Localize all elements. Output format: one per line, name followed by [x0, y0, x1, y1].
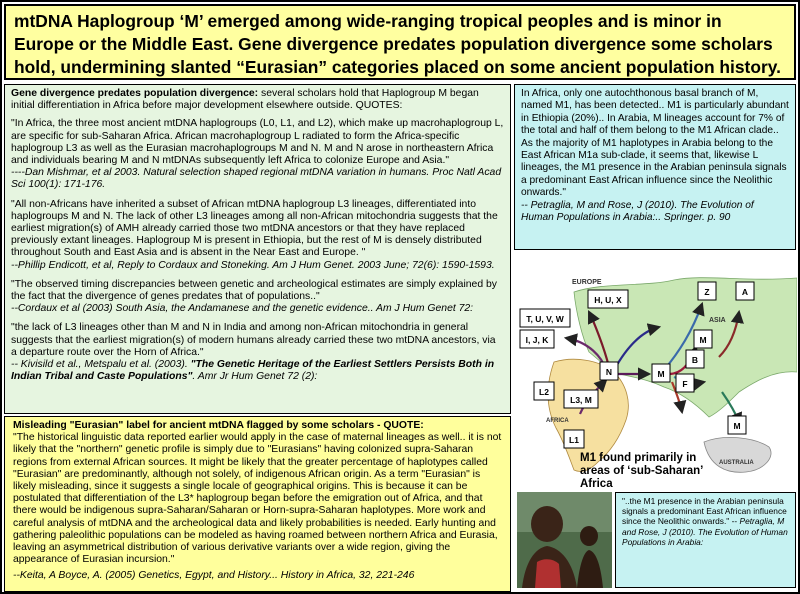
poster-title: mtDNA Haplogroup ‘M’ emerged among wide-ranging tropical peoples and is minor in Europe or the Middle East. Gene divergence predates population divergence some scholars hold, undermining slanted “Eurasian” categories placed on some ancient population history. — [4, 4, 796, 80]
svg-text:L2: L2 — [539, 387, 549, 397]
svg-text:I, J, K: I, J, K — [525, 335, 549, 345]
svg-text:M: M — [657, 369, 665, 379]
cite-mishmar: ----Dan Mishmar, et al 2003. Natural selection shaped regional mtDNA variation in humans. Proc Natl Acad Sci 100(1): 171-176. — [11, 167, 502, 191]
region-europe: EUROPE — [572, 279, 602, 286]
svg-text:Z: Z — [704, 287, 710, 297]
svg-text:M: M — [699, 335, 707, 345]
svg-text:B: B — [691, 355, 699, 365]
svg-text:M: M — [733, 421, 741, 431]
quote-petraglia: In Africa, only one autochthonous basal branch of M, named M1, has been detected.. M1 is particularly abundant in Ethiopia (20%).. In Arabia, M lineages account for 7% of the total and half of them belong to the M1 African clade.. As the majority of M1 haplotypes in Arabia belong to the East African M1a sub-clade, it seems that, likewise L lineages, the M1 presence in the Arabian peninsula signals a predominant East African influence since the Neolithic onwards." — [521, 88, 789, 199]
svg-text:L1: L1 — [569, 435, 579, 445]
region-asia: ASIA — [709, 317, 726, 324]
cite-petraglia: -- Petraglia, M and Rose, J (2010). The Evolution of Human Populations in Arabia:.. Springer. p. 90 — [521, 199, 754, 224]
svg-text:F: F — [682, 379, 688, 389]
gene-divergence-panel — [4, 84, 511, 414]
svg-text:L3, M: L3, M — [570, 395, 592, 405]
quote-mishmar: "In Africa, the three most ancient mtDNA haplogroups (L0, L1, and L2), which make up macrohaplogroup L, are specific for sub-Saharan Africa. African macrohaplogroup L radiated to form the Africa-specific haplogroup L3 as well as the Eurasian macrohaplogroups M and N. M and N arose in northeastern Africa and individuals bearing M and N mtDNAs subsequently left Africa to colonize Europe and Asia." — [11, 118, 504, 167]
cite-keita: --Keita, A Boyce, A. (2005) Genetics, Egypt, and History... History in Africa, 32, 221-246 — [13, 570, 415, 582]
svg-text:H, U, X: H, U, X — [594, 295, 622, 305]
quote-cordaux: "The observed timing discrepancies between genetic and archeological estimates are simply explained by the fact that the divergence of genes predates that of populations.." — [11, 278, 497, 303]
quote-endicott: "All non-Africans have inherited a subset of African mtDNA haplogroup L3 lineages, differentiated into haplogroups M and N. The lack of other L3 lineages among all non-African mitochondria suggests that the earliest migration(s) of AMH already carried those two mtDNA ancestors or that they have replaced previously extant lineages. Haplogroup M is present in Ethiopia, but the rest of M is densely distributed throughout South and East Asia and is absent in the Near East and Europe. " — [11, 198, 498, 259]
african-children-photo — [517, 492, 612, 588]
cite-arabia: Petraglia, M and Rose, J (2010). The Evolution of Human Populations in Arabia: — [622, 516, 788, 547]
quote-arabia: "..the M1 presence in the Arabian peninsula signals a predominant East African influence since the Neolithic onwards." -- — [622, 496, 787, 527]
quote-keita: "The historical linguistic data reported earlier would apply in the case of maternal lineages as well.. it is not likely that the "northern" genetic profile is simply due to "Eurasians" having colonized supra-Saharan regions from external African sources. It might be likely that the greater percentage of haplotypes called "Eurasian" are predominantly, although not solely, of indigenous African origin. As a term "Eurasian" is likely misleading, since it suggests a single locale of geographical origins. This is because it can be postulated that differentiation of the L3* haplogroup began before the emigration out of Africa, and that there would be indigenous supra-Saharan/Saharan or Horn-supra-Saharan haplotypes. More work and careful analysis of mtDNA and the archeological data and likely probabilities is needed. Early hunting and gathering paleolithic populations can be modeled as having roamed between northern Africa and Eurasia, leaving an asymmetrical distribution of various derivative variants over a wide region, giving the appearance of Eurasian incursion." — [13, 432, 502, 566]
region-africa: AFRICA — [546, 418, 569, 424]
quote-kivisild: "the lack of L3 lineages other than M and N in India and among non-African mitochondria in general suggests that the earliest migration(s) of modern humans already carried these two mtDNA ancestors, via a departure route over the Horn of Africa." — [11, 322, 496, 358]
green-heading-rest: several scholars hold that Haplogroup M began initial differentiation in Africa before major development elsewhere outside. QUOTES: — [11, 88, 479, 112]
svg-text:A: A — [741, 287, 749, 297]
svg-text:T, U, V, W: T, U, V, W — [526, 314, 564, 324]
m1-africa-panel — [514, 84, 796, 250]
green-heading-bold: Gene divergence predates population divergence: — [11, 88, 259, 99]
m1-map-caption: M1 found primarily in areas of ‘sub-Saharan’ Africa — [580, 452, 703, 490]
cite-cordaux: --Cordaux et al (2003) South Asia, the Andamanese and the genetic evidence.. Am J Hum Genet 72: — [11, 303, 474, 315]
green-heading — [11, 88, 504, 112]
m1-arabia-quote-panel — [615, 492, 796, 588]
eurasian-label-panel — [4, 416, 511, 592]
cite-kivisild: -- Kivisild et al., Metspalu et al. (2003). "The Genetic Heritage of the Earliest Settlers Persists Both in Indian Tribal and Caste Populations". Amr Jr Hum Genet 72 (2): — [11, 359, 495, 383]
yellow-heading: Misleading "Eurasian" label for ancient mtDNA flagged by some scholars - QUOTE: — [13, 420, 424, 431]
svg-text:N: N — [605, 367, 613, 377]
cite-endicott: --Phillip Endicott, et al, Reply to Cordaux and Stoneking. Am J Hum Genet. 2003 June; 72(6): 1590-1593. — [11, 259, 495, 271]
region-australia: AUSTRALIA — [719, 460, 754, 466]
photo-svg — [517, 492, 612, 588]
